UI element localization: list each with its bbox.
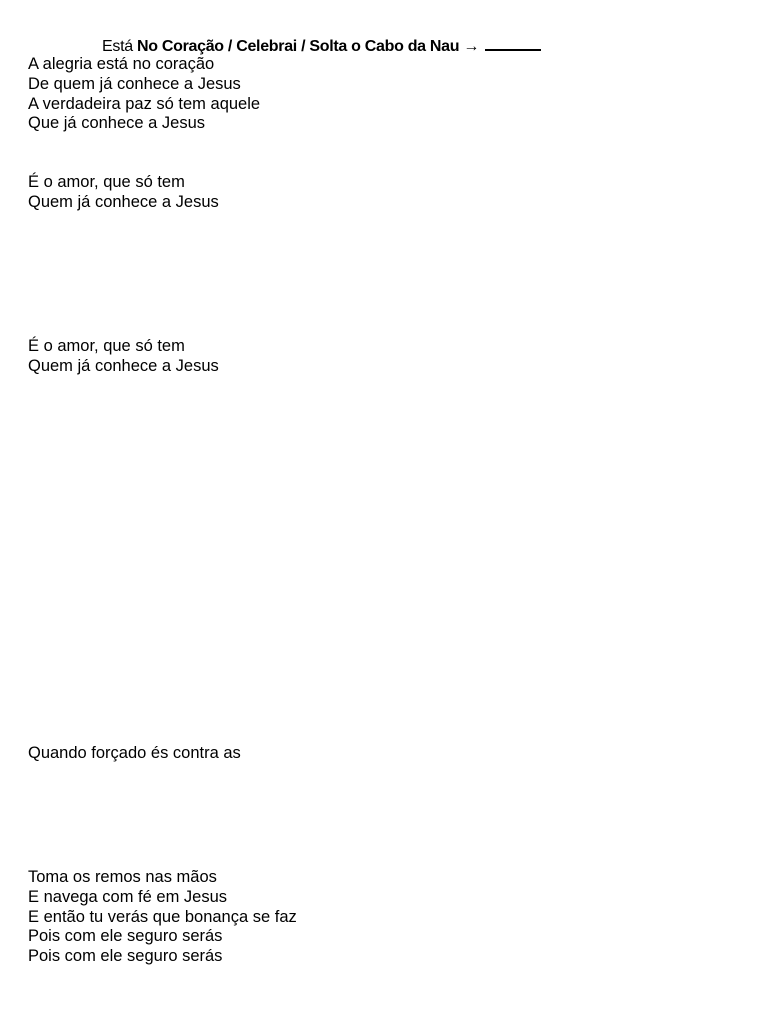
lyric-line: Que já conhece a Jesus <box>28 114 206 133</box>
stanza-2 <box>28 173 219 213</box>
stanza-3 <box>28 337 219 377</box>
title-songs: No Coração / Celebrai / Solta o Cabo da Nau <box>136 38 460 55</box>
lyric-line: E navega com fé em Jesus <box>28 887 228 906</box>
lyric-line: Pois com ele seguro serás <box>28 927 223 946</box>
stanza-5 <box>28 868 297 967</box>
title-arrow: → <box>459 38 480 55</box>
lyric-line: De quem já conhece a Jesus <box>28 74 241 93</box>
lyric-line: Quem já conhece a Jesus <box>28 192 219 211</box>
title-prefix: Está <box>102 38 137 55</box>
title-blank-underline <box>485 37 541 51</box>
lyric-line: Toma os remos nas mãos <box>28 868 217 886</box>
stanza-1 <box>28 55 260 134</box>
lyric-line: Pois com ele seguro serás <box>28 947 223 966</box>
lyric-line: A verdadeira paz só tem aquele <box>28 94 261 113</box>
lyric-line: É o amor, que só tem <box>28 337 185 355</box>
lyric-line: A alegria está no coração <box>28 55 215 73</box>
lyric-line: E então tu verás que bonança se faz <box>28 907 297 926</box>
lyric-line: Quem já conhece a Jesus <box>28 356 219 375</box>
lyric-line: Quando forçado és contra as <box>28 744 241 762</box>
lyric-line: É o amor, que só tem <box>28 173 185 191</box>
document-title <box>102 37 541 57</box>
stanza-4 <box>28 744 241 764</box>
